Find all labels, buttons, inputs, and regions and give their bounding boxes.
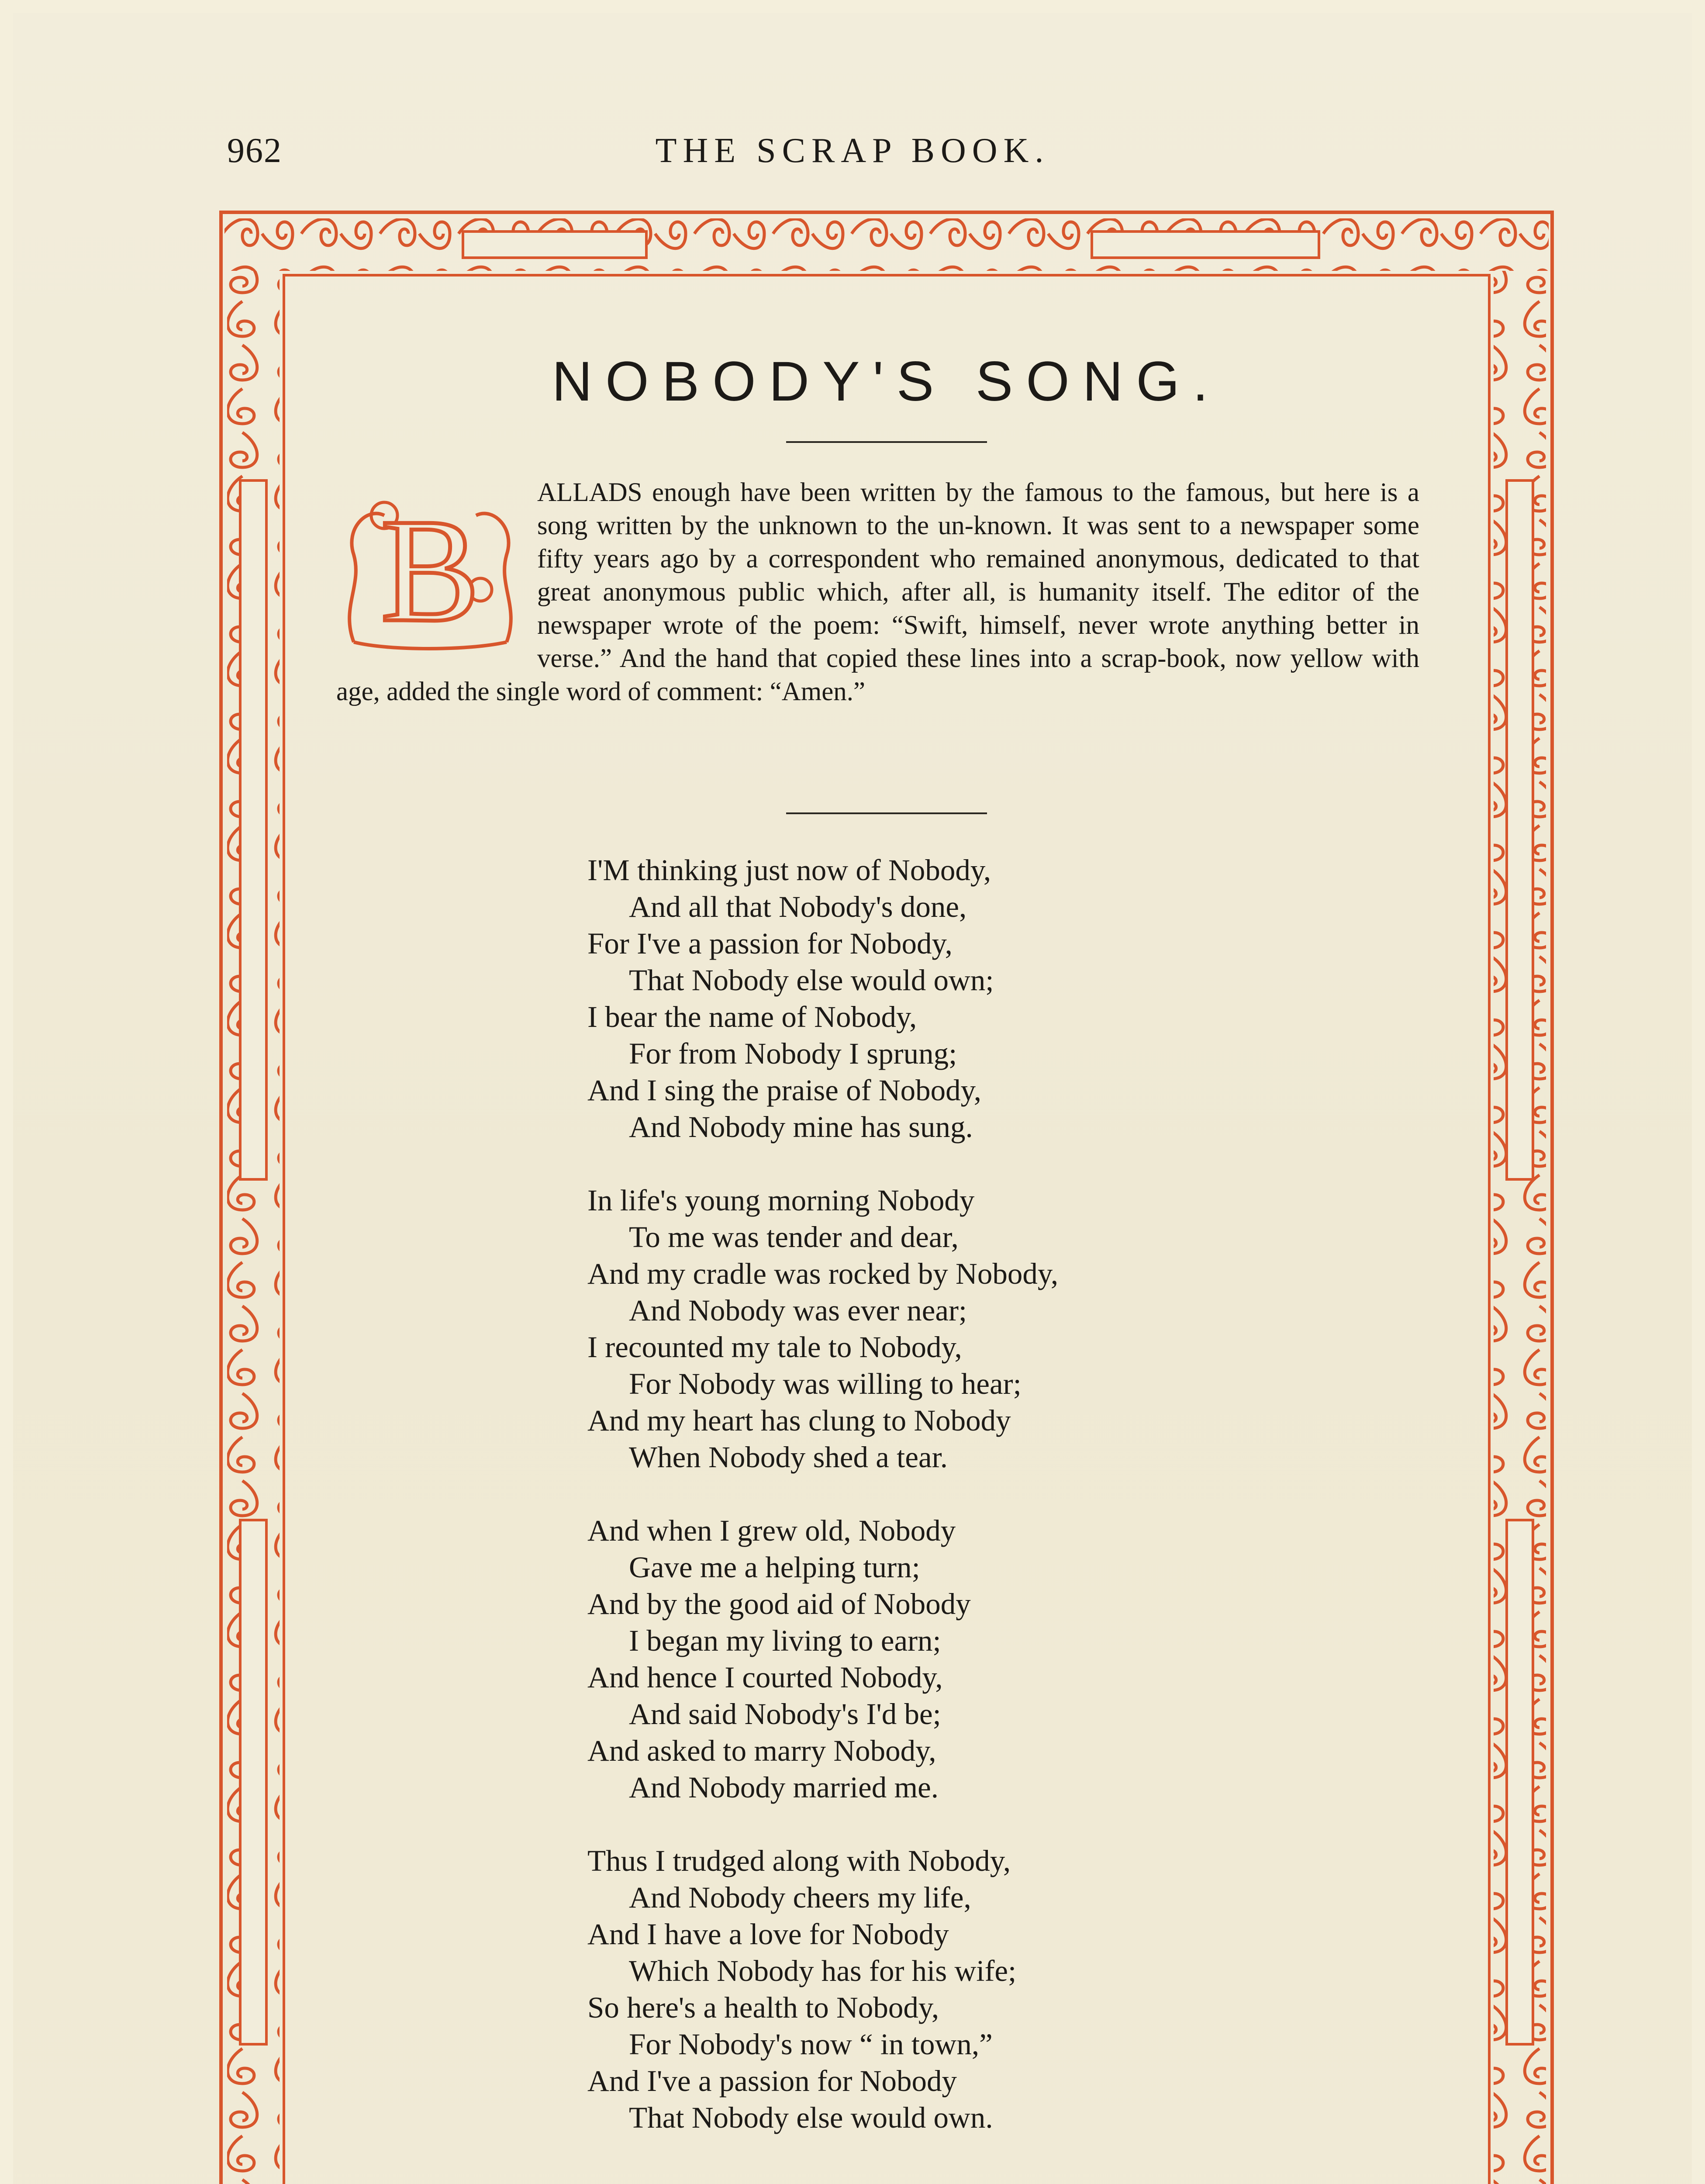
svg-text:B: B — [380, 488, 480, 653]
running-head — [0, 131, 1705, 183]
stanza — [587, 1842, 1330, 2136]
intro-paragraph — [336, 476, 1419, 708]
poem-line: And said Nobody's I'd be; — [629, 1697, 941, 1731]
poem-line: And my heart has clung to Nobody — [587, 1404, 1011, 1437]
section-rule — [786, 812, 987, 814]
page-number: 962 — [227, 131, 282, 170]
journal-title: THE SCRAP BOOK. — [655, 131, 1050, 170]
poem-line: To me was tender and dear, — [629, 1220, 959, 1254]
poem-line: For from Nobody I sprung; — [629, 1037, 957, 1070]
poem-line: That Nobody else would own. — [629, 2101, 993, 2134]
poem-line: And I sing the praise of Nobody, — [587, 1074, 981, 1107]
poem-line: I recounted my tale to Nobody, — [587, 1330, 962, 1364]
poem-line: For Nobody was willing to hear; — [629, 1367, 1022, 1400]
stanza — [587, 1182, 1330, 1476]
poem-line: Thus I trudged along with Nobody, — [587, 1844, 1011, 1877]
poem-line: I'M thinking just now of Nobody, — [587, 854, 991, 887]
poem-line: And hence I courted Nobody, — [587, 1661, 943, 1694]
poem-line: I bear the name of Nobody, — [587, 1000, 917, 1033]
poem-line: Gave me a helping turn; — [629, 1551, 920, 1584]
floral-drop-cap-icon — [336, 476, 524, 655]
poem-line: For I've a passion for Nobody, — [587, 927, 953, 960]
stanza — [587, 1512, 1330, 1806]
poem-line: And I have a love for Nobody — [587, 1918, 949, 1951]
article-title: NOBODY'S SONG. — [552, 350, 1222, 413]
poem-line: And when I grew old, Nobody — [587, 1514, 956, 1547]
poem-line: And I've a passion for Nobody — [587, 2064, 957, 2098]
poem-line: And Nobody married me. — [629, 1771, 939, 1804]
poem-line: So here's a health to Nobody, — [587, 1991, 939, 2024]
intro-first-word: ALLADS — [537, 478, 642, 507]
poem-line: I began my living to earn; — [629, 1624, 941, 1657]
title-rule — [786, 441, 987, 443]
poem-line: And all that Nobody's done, — [629, 890, 967, 923]
intro-text: enough have been written by the famous to the famous, but here is a song written by the unknown to the un-known. It was sent to a newspaper some fifty years ago by a correspondent who remained anonymous, dedicated to that great anonymous public which, after all, is humanity itself. The editor of the newspaper wrote of the poem: “Swift, himself, never wrote anything better in verse.” And the hand that copied these lines into a scrap-book, now yellow with age, added the single word of comment: “Amen.” — [336, 478, 1419, 706]
poem-line: And my cradle was rocked by Nobody, — [587, 1257, 1059, 1290]
poem — [587, 852, 1330, 2173]
poem-line: For Nobody's now “ in town,” — [629, 2028, 993, 2061]
poem-line: In life's young morning Nobody — [587, 1184, 975, 1217]
poem-line: And Nobody mine has sung. — [629, 1110, 973, 1144]
poem-line: Which Nobody has for his wife; — [629, 1954, 1017, 1987]
stanza — [587, 852, 1330, 1145]
poem-line: That Nobody else would own; — [629, 964, 994, 997]
drop-cap — [336, 476, 524, 655]
poem-line: And Nobody cheers my life, — [629, 1881, 971, 1914]
poem-line: And asked to marry Nobody, — [587, 1734, 936, 1767]
poem-line: And by the good aid of Nobody — [587, 1587, 971, 1621]
poem-line: And Nobody was ever near; — [629, 1294, 967, 1327]
poem-line: When Nobody shed a tear. — [629, 1441, 948, 1474]
